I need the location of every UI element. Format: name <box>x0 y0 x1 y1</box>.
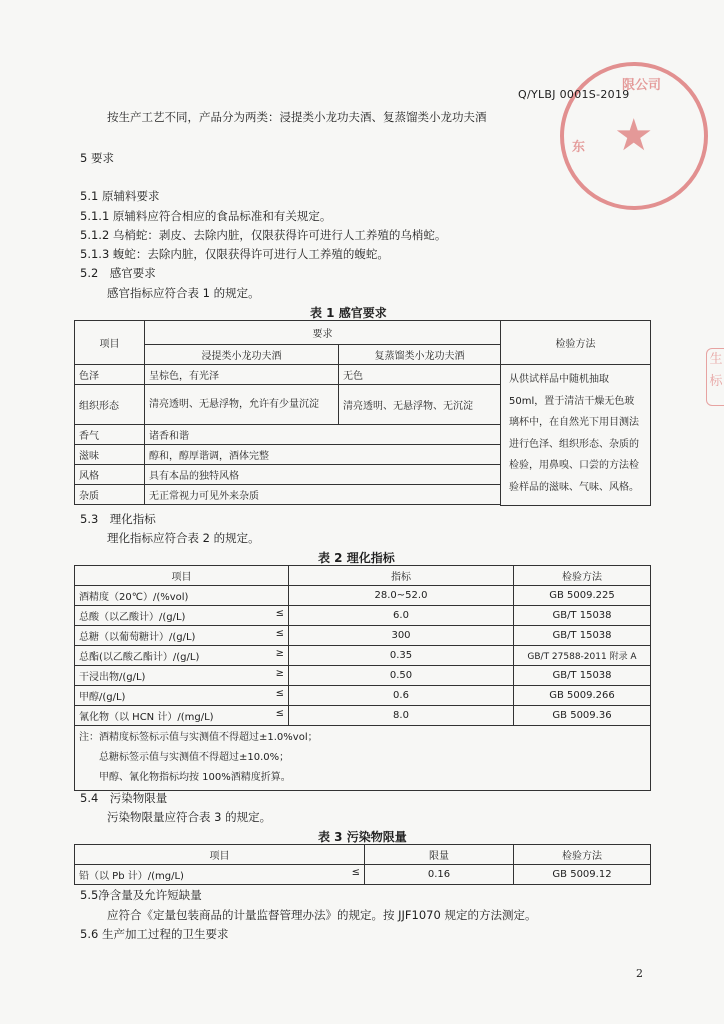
section-5-2-text: 感官指标应符合表 1 的规定。 <box>107 286 260 300</box>
table-row: 总酸（以乙酸计）/(g/L) ≤ 6.0 GB/T 15038 <box>75 606 651 626</box>
section-5-2-title: 5.2 感官要求 <box>80 266 156 280</box>
table-1-header-item: 项目 <box>75 321 145 365</box>
table-2-header-index: 指标 <box>289 566 514 586</box>
table-1-header-method: 检验方法 <box>501 321 651 365</box>
section-5-5-title: 5.5净含量及允许短缺量 <box>80 888 202 902</box>
section-5-6-title: 5.6 生产加工过程的卫生要求 <box>80 927 229 941</box>
table-3-header-item: 项目 <box>75 845 365 865</box>
table-row: 香气 诸香和谐 <box>75 425 651 445</box>
table-3-caption: 表 3 污染物限量 <box>318 830 407 844</box>
table-row: 风格 具有本品的独特风格 <box>75 465 651 485</box>
table-row: 杂质 无正常视力可见外来杂质 <box>75 485 651 505</box>
table-2-notes <box>75 726 651 791</box>
note-line-3: 甲醇、氰化物指标均按 100%酒精度折算。 <box>99 772 291 783</box>
note-line-2: 总糖标签示值与实测值不得超过±10.0%； <box>99 752 290 763</box>
table-row: 铅（以 Pb 计）/(mg/L) ≤ 0.16 GB 5009.12 <box>75 865 651 885</box>
section-5-5-text: 应符合《定量包装商品的计量监督管理办法》的规定。按 JJF1070 规定的方法测定。 <box>107 908 537 922</box>
table-1-header-requirement: 要求 <box>145 321 501 345</box>
table-3-contaminants <box>74 844 651 885</box>
table-1-subheader-1: 浸提类小龙功夫酒 <box>145 345 339 365</box>
table-1-method-text: 从供试样品中随机抽取50ml，置于清洁干燥无色玻璃杯中，在自然光下用目测法进行色泽、组织形态、杂质的检验，用鼻嗅、口尝的方法检验样品的滋味、气味、风格。 <box>501 365 651 506</box>
table-2-caption: 表 2 理化指标 <box>318 551 395 565</box>
note-line-1: 注：酒精度标签标示值与实测值不得超过±1.0%vol； <box>79 732 318 743</box>
table-1-subheader-2: 复蒸馏类小龙功夫酒 <box>339 345 501 365</box>
table-3-header-method: 检验方法 <box>514 845 651 865</box>
table-row: 组织形态 清亮透明、无悬浮物，允许有少量沉淀 清亮透明、无悬浮物、无沉淀 <box>75 385 651 425</box>
page-number: 2 <box>636 967 643 980</box>
table-row: 滋味 醇和，醇厚谐调，酒体完整 <box>75 445 651 465</box>
section-5-3-text: 理化指标应符合表 2 的规定。 <box>107 531 260 545</box>
table-1-sensory <box>74 320 651 506</box>
table-row: 酒精度（20℃）/(%vol) 28.0~52.0 GB 5009.225 <box>75 586 651 606</box>
clause-5-1-2: 5.1.2 乌梢蛇：剥皮、去除内脏，仅限获得许可进行人工养殖的乌梢蛇。 <box>80 228 447 242</box>
table-3-header-limit: 限量 <box>365 845 514 865</box>
clause-5-1-3: 5.1.3 蝮蛇：去除内脏，仅限获得许可进行人工养殖的蝮蛇。 <box>80 247 389 261</box>
section-5-4-title: 5.4 污染物限量 <box>80 791 168 805</box>
intro-text: 按生产工艺不同，产品分为两类：浸提类小龙功夫酒、复蒸馏类小龙功夫酒 <box>107 110 487 124</box>
table-row: 干浸出物/(g/L) ≥ 0.50 GB/T 15038 <box>75 666 651 686</box>
table-row: 总糖（以葡萄糖计）/(g/L) ≤ 300 GB/T 15038 <box>75 626 651 646</box>
clause-5-1-1: 5.1.1 原辅料应符合相应的食品标准和有关规定。 <box>80 209 332 223</box>
table-row: 总酯(以乙酸乙酯计）/(g/L) ≥ 0.35 GB/T 27588-2011 附录 A <box>75 646 651 666</box>
table-2-header-item: 项目 <box>75 566 289 586</box>
table-row: 氰化物（以 HCN 计）/(mg/L) ≤ 8.0 GB 5009.36 <box>75 706 651 726</box>
table-1-caption: 表 1 感官要求 <box>310 306 387 320</box>
side-seal-mark: 生 标 <box>706 348 724 406</box>
section-5-title: 5 要求 <box>80 151 114 165</box>
section-5-1-title: 5.1 原辅料要求 <box>80 189 160 203</box>
section-5-3-title: 5.3 理化指标 <box>80 512 156 526</box>
standard-number: Q/YLBJ 0001S-2019 <box>518 88 630 101</box>
table-2-physicochemical <box>74 565 651 791</box>
company-seal: ★ 限公司 东 <box>560 62 708 210</box>
section-5-4-text: 污染物限量应符合表 3 的规定。 <box>107 810 272 824</box>
table-row: 色泽 呈棕色，有光泽 无色 从供试样品中随机抽取50ml，置于清洁干燥无色玻璃杯中，在自然光下用目测法进行色泽、组织形态、杂质的检验，用鼻嗅、口尝的方法检验样品的滋味、气味、风格。 <box>75 365 651 385</box>
seal-star-icon: ★ <box>614 110 654 161</box>
table-row: 甲醇/(g/L) ≤ 0.6 GB 5009.266 <box>75 686 651 706</box>
table-2-header-method: 检验方法 <box>514 566 651 586</box>
